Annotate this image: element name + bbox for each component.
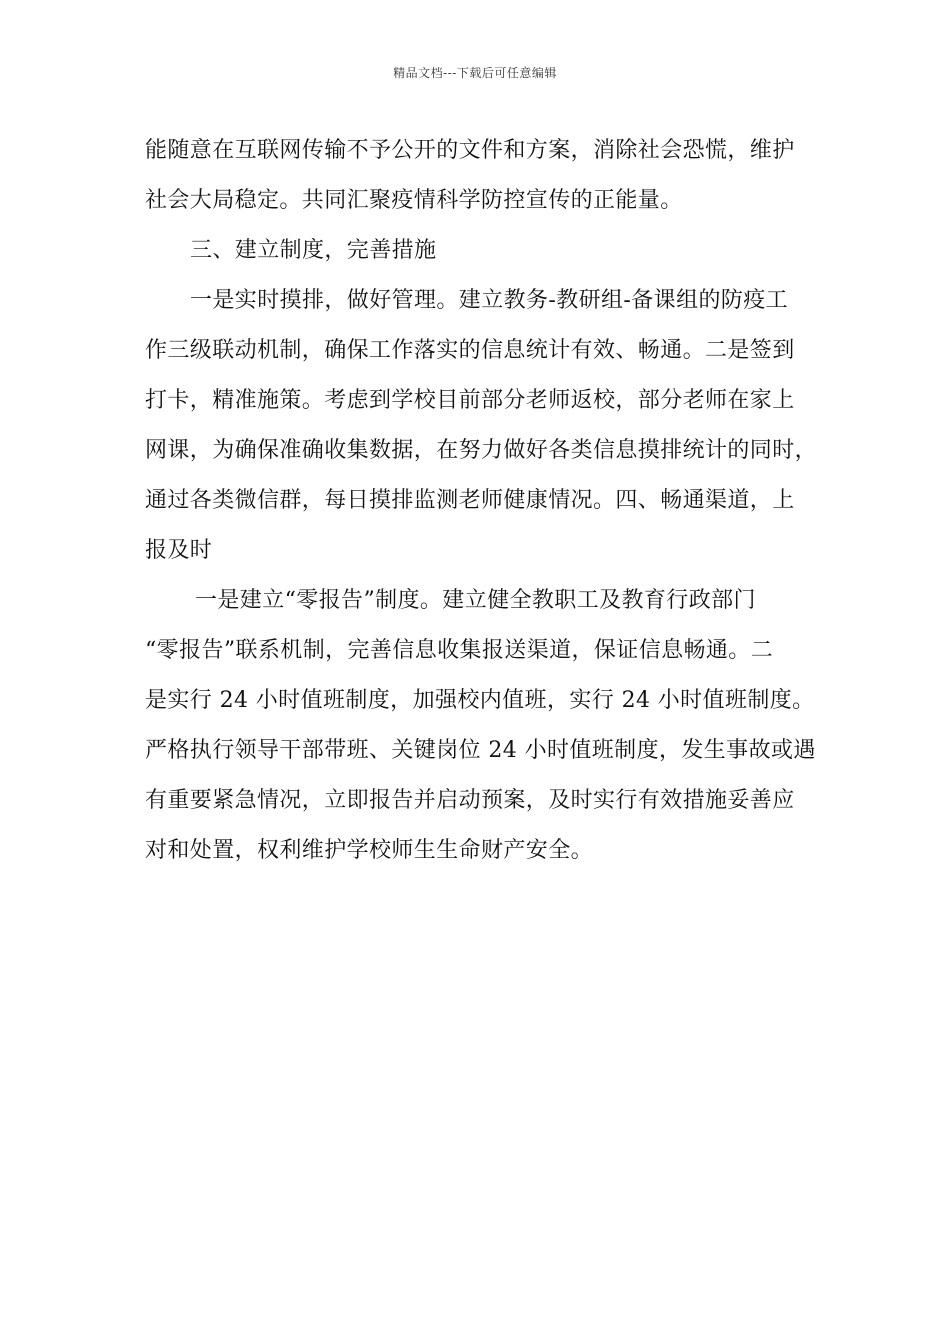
page-header: 精品文档---下载后可任意编辑 xyxy=(393,66,557,80)
body-line: 能随意在互联网传输不予公开的文件和方案，消除社会恐慌，维护 xyxy=(145,138,795,163)
body-line: 通过各类微信群，每日摸排监测老师健康情况。四、畅通渠道，上 xyxy=(145,488,795,513)
body-line: “零报告”联系机制，完善信息收集报送渠道，保证信息畅通。二 xyxy=(145,638,774,663)
body-line: 有重要紧急情况，立即报告并启动预案，及时实行有效措施妥善应 xyxy=(145,788,795,813)
body-line: 网课，为确保准确收集数据，在努力做好各类信息摸排统计的同时， xyxy=(145,438,818,463)
body-line: 一是实时摸排，做好管理。建立教务-教研组-备课组的防疫工 xyxy=(190,288,789,313)
body-line: 对和处置，权利维护学校师生生命财产安全。 xyxy=(145,838,594,863)
section-heading: 三、建立制度，完善措施 xyxy=(190,238,437,263)
body-line: 一是建立“零报告”制度。建立健全教职工及教育行政部门 xyxy=(195,588,756,613)
body-line: 是实行 24 小时值班制度，加强校内值班，实行 24 小时值班制度。 xyxy=(145,688,815,713)
body-line: 严格执行领导干部带班、关键岗位 24 小时值班制度，发生事故或遇 xyxy=(145,738,816,763)
body-line: 作三级联动机制，确保工作落实的信息统计有效、畅通。二是签到 xyxy=(145,338,795,363)
body-line: 社会大局稳定。共同汇聚疫情科学防控宣传的正能量。 xyxy=(145,188,683,213)
body-line: 报及时 xyxy=(145,538,213,563)
body-line: 打卡，精准施策。考虑到学校目前部分老师返校，部分老师在家上 xyxy=(145,388,795,413)
